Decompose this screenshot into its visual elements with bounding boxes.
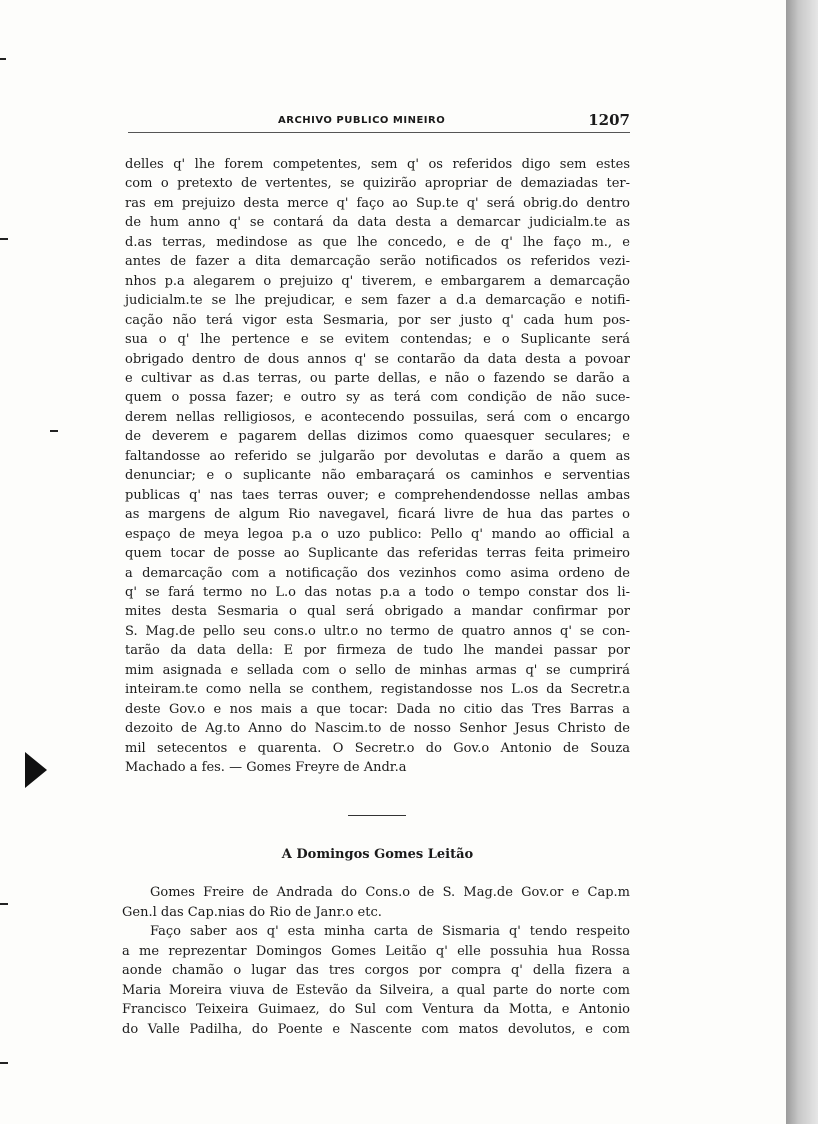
- text-line: espaço de meya legoa p.a o uzo publico: Pello q' mando ao official a: [125, 526, 630, 542]
- text-line: a me reprezentar Domingos Gomes Leitão q' elle possuhia hua Rossa: [122, 943, 630, 959]
- section-divider: [348, 815, 406, 816]
- text-line: Francisco Teixeira Guimaez, do Sul com Ventura da Motta, e Antonio: [122, 1002, 630, 1017]
- text-line: S. Mag.de pello seu cons.o ultr.o no termo de quatro annos q' se con-: [125, 623, 630, 639]
- text-line: derem nellas relligiosos, e acontecendo possuilas, será com o encargo: [125, 409, 630, 425]
- text-line: tarão da data della: E por firmeza de tudo lhe mandei passar por: [125, 643, 630, 659]
- page-header: [128, 110, 630, 133]
- section-title: A Domingos Gomes Leitão: [281, 847, 474, 862]
- text-line: antes de fazer a dita demarcação serão notificados os referidos vezi-: [125, 254, 630, 270]
- text-line: mil setecentos e quarenta. O Secretr.o do Gov.o Antonio de Souza: [125, 740, 630, 756]
- text-line: a demarcação com a notificação dos vezinhos como asima ordeno de: [125, 565, 630, 581]
- text-line: Machado a fes. — Gomes Freyre de Andr.a: [125, 760, 407, 776]
- text-line: judicialm.te se lhe prejudicar, e sem fazer a d.a demarcação e notifi-: [125, 293, 630, 309]
- book-binding-edge: [786, 0, 818, 1124]
- text-line: com o pretexto de vertentes, se quizirão apropriar de demaziadas ter-: [125, 176, 630, 192]
- text-line: mim asignada e sellada com o sello de minhas armas q' se cumprirá: [125, 662, 630, 678]
- text-line: do Valle Padilha, do Poente e Nascente com matos devolutos, e com: [122, 1021, 630, 1037]
- text-line: publicas q' nas taes terras ouver; e comprehendendosse nellas ambas: [125, 487, 630, 503]
- text-line: delles q' lhe forem competentes, sem q' os referidos digo sem estes: [125, 157, 630, 172]
- text-line: sua o q' lhe pertence e se evitem contendas; e o Suplicante será: [125, 332, 630, 348]
- text-line: denunciar; e o suplicante não embaraçará os caminhos e serventias: [125, 468, 630, 484]
- text-line: deste Gov.o e nos mais a que tocar: Dada no citio das Tres Barras a: [125, 701, 630, 717]
- text-line: mites desta Sesmaria o qual será obrigado a mandar confirmar por: [125, 604, 630, 620]
- scan-margin-mark: [50, 430, 58, 432]
- text-line: dezoito de Ag.to Anno do Nascim.to de nosso Senhor Jesus Christo de: [125, 721, 630, 737]
- text-line: quem o possa fazer; e outro sy as terá com condição de não suce-: [125, 390, 630, 406]
- text-line: Gomes Freire de Andrada do Cons.o de S. Mag.de Gov.or e Cap.m: [150, 885, 630, 900]
- text-line: q' se fará termo no L.o das notas p.a a todo o tempo constar dos li-: [125, 584, 630, 600]
- body-paragraph-2: [122, 883, 630, 1039]
- text-line: Faço saber aos q' esta minha carta de Sismaria q' tendo respeito: [150, 924, 630, 939]
- text-line: de hum anno q' se contará da data desta a demarcar judicialm.te as: [125, 215, 630, 231]
- scan-margin-mark: [0, 903, 8, 905]
- text-line: de deverem e pagarem dellas dizimos como quaesquer seculares; e: [125, 429, 630, 445]
- page-number: 1207: [588, 111, 630, 129]
- running-head: ARCHIVO PUBLICO MINEIRO: [278, 115, 446, 126]
- text-line: cação não terá vigor esta Sesmaria, por ser justo q' cada hum pos-: [125, 312, 630, 328]
- text-line: as margens de algum Rio navegavel, ficará livre de hua das partes o: [125, 507, 630, 523]
- scan-margin-mark: [0, 58, 6, 60]
- text-line: faltandosse ao referido se julgarão por devolutas e darão a quem as: [125, 448, 630, 464]
- scan-margin-arrow: [25, 752, 47, 788]
- text-line: d.as terras, medindose as que lhe concedo, e de q' lhe faço m., e: [125, 234, 630, 250]
- text-line: Gen.l das Cap.nias do Rio de Janr.o etc.: [122, 904, 382, 920]
- text-line: e cultivar as d.as terras, ou parte dellas, e não o fazendo se darão a: [125, 370, 630, 386]
- text-line: aonde chamão o lugar das tres corgos por compra q' della fizera a: [122, 963, 630, 978]
- scan-margin-mark: [0, 238, 8, 240]
- text-line: quem tocar de posse ao Suplicante das referidas terras feita primeiro: [125, 546, 630, 562]
- scan-margin-mark: [0, 1062, 8, 1064]
- text-line: inteiram.te como nella se conthem, registandosse nos L.os da Secretr.a: [125, 682, 630, 698]
- text-line: obrigado dentro de dous annos q' se contarão da data desta a povoar: [125, 351, 630, 367]
- body-paragraph: [125, 155, 630, 778]
- text-line: nhos p.a alegarem o prejuizo q' tiverem, e embargarem a demarcação: [125, 273, 630, 289]
- text-line: Maria Moreira viuva de Estevão da Silveira, a qual parte do norte com: [122, 982, 630, 998]
- text-line: ras em prejuizo desta merce q' faço ao Sup.te q' será obrig.do dentro: [125, 195, 630, 211]
